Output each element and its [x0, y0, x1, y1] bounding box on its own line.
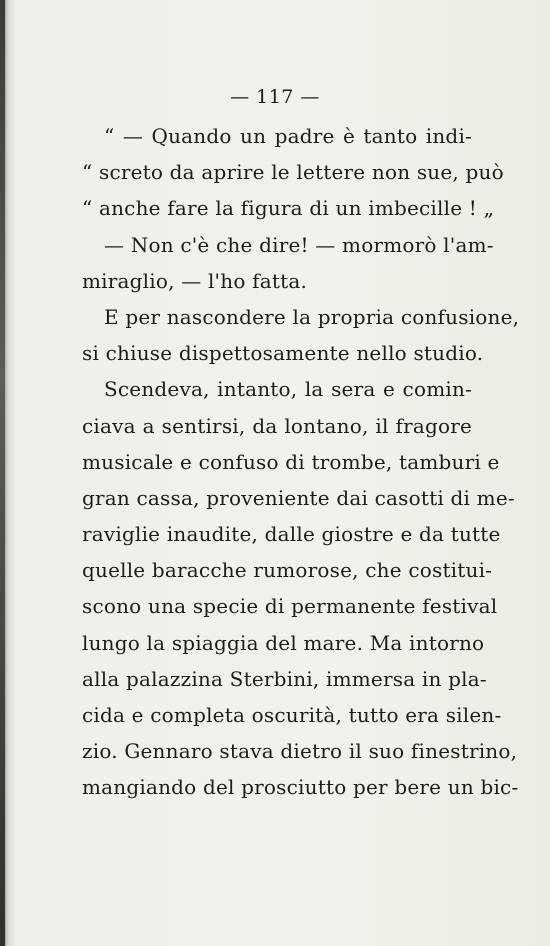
- text-line: quelle baracche rumorose, che costitui-: [82, 558, 493, 583]
- page-text: [82, 118, 520, 806]
- text-line: si chiuse dispettosamente nello studio.: [82, 341, 484, 366]
- text-line: lungo la spiaggia del mare. Ma intorno: [82, 630, 485, 655]
- text-line: mangiando del prosciutto per bere un bic-: [82, 775, 519, 800]
- text-line: musicale e confuso di trombe, tamburi e: [82, 449, 500, 474]
- text-line: “ anche fare la figura di un imbecille ! „: [82, 196, 495, 221]
- text-line: E per nascondere la propria confusione,: [104, 304, 520, 329]
- text-line: zio. Gennaro stava dietro il suo finestrino,: [82, 739, 518, 764]
- text-line: scono una specie di permanente festival: [82, 594, 498, 619]
- text-line: miraglio, — l'ho fatta.: [82, 268, 308, 293]
- text-line: ciava a sentirsi, da lontano, il fragore: [82, 413, 472, 438]
- text-line: gran cassa, proveniente dai casotti di me-: [82, 485, 515, 510]
- page-number: — 117 —: [230, 86, 320, 108]
- text-line: “ screto da aprire le lettere non sue, può: [82, 160, 504, 185]
- text-line: raviglie inaudite, dalle giostre e da tutte: [82, 522, 501, 547]
- text-line: cida e completa oscurità, tutto era silen-: [82, 703, 502, 727]
- text-line: alla palazzina Sterbini, immersa in pla-: [82, 666, 487, 691]
- book-spine-edge: [0, 0, 5, 946]
- text-line: Scendeva, intanto, la sera e comin-: [104, 377, 472, 402]
- text-line: “ — Quando un padre è tanto indi-: [104, 124, 472, 148]
- text-line: — Non c'è che dire! — mormorò l'am-: [104, 232, 494, 257]
